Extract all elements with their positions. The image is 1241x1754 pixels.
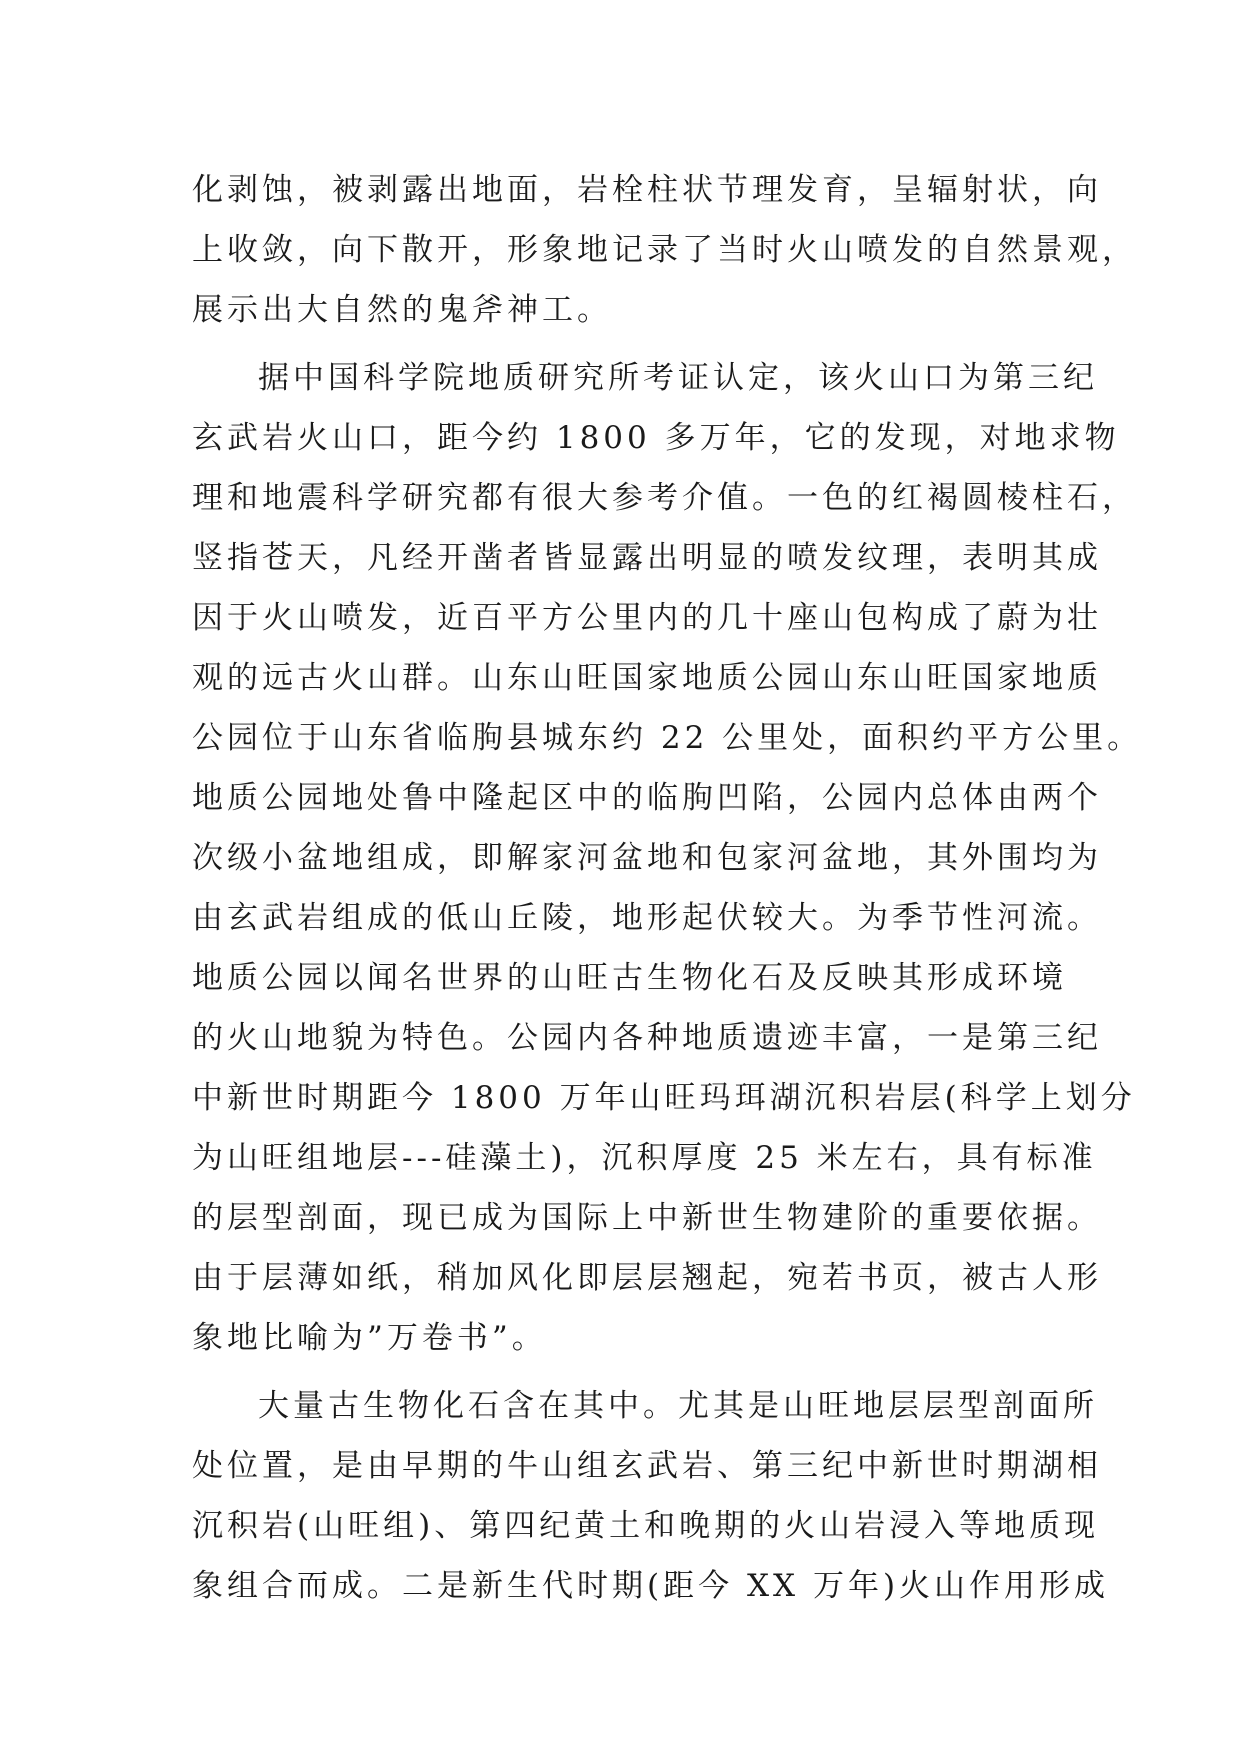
text-line: 竖指苍天，凡经开凿者皆显露出明显的喷发纹理，表明其成: [192, 540, 1102, 576]
text-line: 由于层薄如纸，稍加风化即层层翘起，宛若书页，被古人形: [192, 1260, 1102, 1296]
text-line: 玄武岩火山口，距今约 1800 多万年，它的发现，对地求物: [192, 420, 1120, 456]
text-line: 因于火山喷发，近百平方公里内的几十座山包构成了蔚为壮: [192, 600, 1102, 636]
text-line: 由玄武岩组成的低山丘陵，地形起伏较大。为季节性河流。: [192, 900, 1102, 936]
text-line: 地质公园以闻名世界的山旺古生物化石及反映其形成环境: [192, 960, 1067, 996]
text-line: 理和地震科学研究都有很大参考介值。一色的红褐圆棱柱石，: [192, 480, 1137, 516]
text-line: 化剥蚀，被剥露出地面，岩栓柱状节理发育，呈辐射状，向: [192, 172, 1102, 208]
paragraph-start-line: 据中国科学院地质研究所考证认定，该火山口为第三纪: [258, 360, 1098, 396]
text-line: 次级小盆地组成，即解家河盆地和包家河盆地，其外围均为: [192, 840, 1102, 876]
paragraph-start-line: 大量古生物化石含在其中。尤其是山旺地层层型剖面所: [258, 1388, 1098, 1424]
text-line: 处位置，是由早期的牛山组玄武岩、第三纪中新世时期湖相: [192, 1448, 1102, 1484]
text-line: 展示出大自然的鬼斧神工。: [192, 292, 612, 328]
text-line: 沉积岩(山旺组)、第四纪黄土和晚期的火山岩浸入等地质现: [192, 1508, 1100, 1544]
text-line: 的火山地貌为特色。公园内各种地质遗迹丰富，一是第三纪: [192, 1020, 1102, 1056]
text-line: 的层型剖面，现已成为国际上中新世生物建阶的重要依据。: [192, 1200, 1102, 1236]
text-line: 地质公园地处鲁中隆起区中的临朐凹陷，公园内总体由两个: [192, 780, 1102, 816]
text-line: 象组合而成。二是新生代时期(距今 XX 万年)火山作用形成: [192, 1568, 1110, 1604]
text-line: 上收敛，向下散开，形象地记录了当时火山喷发的自然景观，: [192, 232, 1137, 268]
text-line: 公园位于山东省临朐县城东约 22 公里处，面积约平方公里。: [192, 720, 1143, 756]
text-line: 象地比喻为”万卷书”。: [192, 1320, 547, 1356]
text-line: 为山旺组地层---硅藻土)，沉积厚度 25 米左右，具有标准: [192, 1140, 1097, 1176]
body-text: [192, 160, 1143, 1616]
text-line: 中新世时期距今 1800 万年山旺玛珥湖沉积岩层(科学上划分: [192, 1080, 1136, 1116]
text-line: 观的远古火山群。山东山旺国家地质公园山东山旺国家地质: [192, 660, 1102, 696]
